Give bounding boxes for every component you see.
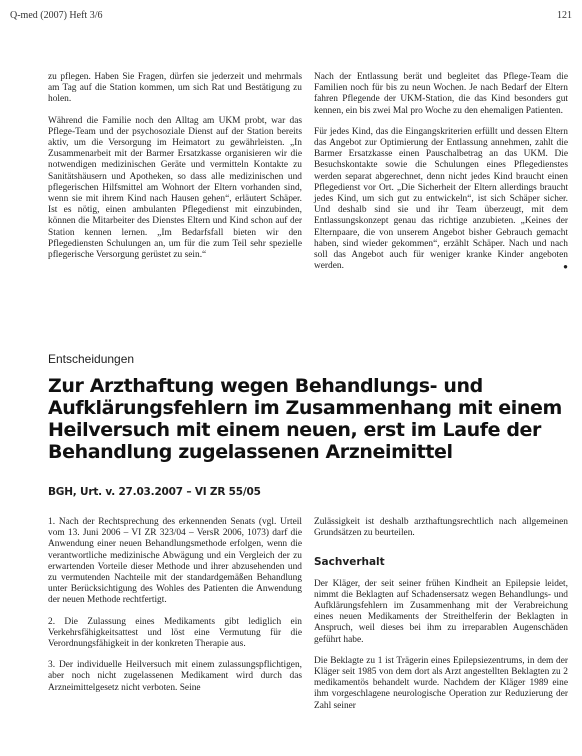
paragraph: Zulässigkeit ist deshalb arzthaftungsrechtlich nach allgemeinen Grundsätzen zu beurteilen. [314, 517, 568, 539]
article-title: Zur Arzthaftung wegen Behandlungs- und Aufklärungsfehlern im Zusammenhang mit einem Heilversuch mit einem neuen, erst im Laufe der Behandlung zugelassenen Arzneimittel [48, 375, 562, 463]
top-right-column [314, 72, 568, 282]
end-of-article-marker: ● [563, 262, 568, 272]
paragraph: Die Beklagte zu 1 ist Trägerin eines Epilepsiezentrums, in dem der Kläger seit 1985 von dem dort als Arzt angestellten Beklagten zu 2 medikamentös behandelt wurde. Nachdem der Kläger 1989 eine ihm vorgeschlagene neurologische Operation zur Reduzierung der Zahl seiner [314, 655, 568, 711]
bottom-right-column [314, 517, 568, 722]
paragraph: zu pflegen. Haben Sie Fragen, dürfen sie jederzeit und mehrmals am Tag auf die Station kommen, um sich Rat und Bestätigung zu holen. [48, 72, 302, 105]
section-label: Entscheidungen [48, 352, 135, 366]
paragraph: Während die Familie noch den Alltag am UKM probt, war das Pflege-Team und der psychosoziale Dienst auf der Station bereits aktiv, um die Versorgung im Heimatort zu gewährleisten. „In Zusammenarbeit mit der Barmer Ersatzkasse organisieren wir die notwendigen medizinischen Geräte und vermitteln Kontakte zu Sanitätshäusern und Apotheken, so dass alle medizinischen und pflegerischen Hilfsmittel am Wohnort der Eltern vorhanden sind, wenn sie mit ihrem Kind nach Hausen gehen“, erläutert Schäper. Ist es nötig, einen ambulanten Pflegedienst mit einzubinden, können die Mitarbeiter des Dienstes Eltern und Kind schon auf der Station kennen lernen. „Im Bedarfsfall bieten wir den Pflegediensten Schulungen an, um für die zum Teil sehr spezielle pflegerische Versorgung gerüstet zu sein.“ [48, 115, 302, 261]
top-left-column [48, 72, 302, 271]
headnote: 3. Der individuelle Heilversuch mit einem zulassungspflichtigen, aber noch nicht zugelassenen Medikament wird durch das Arzneimittelgesetz nicht verboten. Seine [48, 660, 302, 693]
headnote: 2. Die Zulassung eines Medikaments gibt lediglich ein Verkehrsfähigkeitsattest und löst eine Vermutung für die Verordnungsfähigkeit in der konkreten Therapie aus. [48, 616, 302, 650]
paragraph: Nach der Entlassung berät und begleitet das Pflege-Team die Familien noch für bis zu neun Wochen. Je nach Bedarf der Eltern fahren Pflegende der UKM-Station, die das Kind besonders gut kennen, ein bis zwei Mal pro Woche zu den ehemaligen Patienten. [314, 72, 568, 116]
court-citation: BGH, Urt. v. 27.03.2007 – VI ZR 55/05 [48, 486, 261, 498]
subheading: Sachverhalt [314, 556, 385, 569]
paragraph [314, 127, 568, 273]
bottom-left-column [48, 517, 302, 704]
page-number: 121 [557, 10, 572, 21]
headnote: 1. Nach der Rechtsprechung des erkennenden Senats (vgl. Urteil vom 13. Juni 2006 – VI ZR 323/04 – VersR 2006, 1073) darf die Anwendung einer neuen Behandlungsmethode erfolgen, wenn die verantwortliche medizinische Abwägung und ein Vergleich der zu erwartenden Vorteile dieser Methode und ihrer abzusehenden und zu vermutenden Nachteile mit der standardgemäßen Behandlung unter Berücksichtigung des Wohles des Patienten die Anwendung der neuen Methode rechtfertigt. [48, 517, 302, 606]
paragraph-text: Für jedes Kind, das die Eingangskriterien erfüllt und dessen Eltern das Angebot zur Optimierung der Entlassung annehmen, zahlt die Barmer Ersatzkasse einen Pauschalbetrag an das UKM. Die Besuchskontakte sowie die Schulungen eines Pflegedienstes werden separat abgerechnet, denn nicht jedes Kind braucht einen Pflegedienst vor Ort. „Die Sicherheit der Eltern allerdings braucht jedes Kind, um sich gut zu entwickeln“, ist sich Schäper sicher. Und deshalb sind sie und ihr Team überzeugt, mit dem Entlassungskonzept genau das richtige anzubieten. „Keines der Elternpaare, die von unserem Angebot bisher Gebrauch gemacht haben, sind wieder gekommen“, erzählt Schäper. Nach und nach soll das Angebot auch für weniger kranke Kinder angeboten werden. [314, 126, 568, 272]
paragraph: Der Kläger, der seit seiner frühen Kindheit an Epilepsie leidet, nimmt die Beklagten auf Schadensersatz wegen Behandlungs- und Aufklärungsfehlern im Zusammenhang mit der Verabreichung eines neuen Medikaments der Streithelferin der Beklagten in Anspruch, weil dieses bei ihm zu irreparablen Augenschäden geführt habe. [314, 578, 568, 645]
journal-header: Q-med (2007) Heft 3/6 [10, 10, 103, 21]
